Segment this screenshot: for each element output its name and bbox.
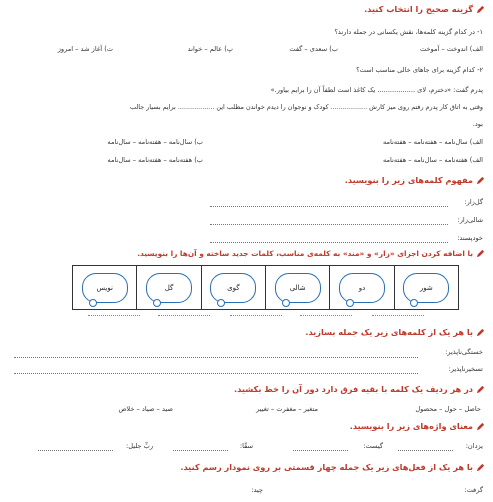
pencil-icon [476,5,485,14]
word-yazdan: یزدان: [465,442,483,450]
cloud-word: نویس [82,273,128,303]
cloud-cell [329,266,393,309]
q2-line-2: وقتی به اتاق کار پدرم رفتم روی میز کارش .................. کودک و نوجوان را دیدم خواندن مطلب این .................. برایم بسیار جالب [130,103,483,111]
q1-option-c[interactable]: پ) عالم – خواند [187,45,233,53]
verb-chid: چید: [251,486,263,494]
answer-line[interactable] [14,373,418,374]
answer-line[interactable] [398,450,453,451]
cloud-cell [394,266,458,309]
pencil-icon [476,249,485,258]
cloud-cell [201,266,265,309]
word-khastegi: خستگی‌ناپذیر: [445,348,483,356]
cloud-word: گل [146,273,192,303]
q2-option-d[interactable]: ب) هفته‌نامه – هفته‌نامه – سال‌نامه [107,156,203,164]
section-header-sentences: با هر یک از کلمه‌های زیر یک جمله بسازید. [305,327,485,337]
cloud-word: شور [403,273,449,303]
section-header-word-meaning: معنای واژه‌های زیر را بنویسید. [350,421,485,431]
question-2: ۲- کدام گزینه برای جاهای خالی مناسب است؟ [356,66,483,74]
answer-blank[interactable] [300,315,352,316]
answer-blank[interactable] [158,315,210,316]
word-gist: گیست: [363,442,383,450]
pencil-icon [476,463,485,472]
pencil-icon [476,176,485,185]
verb-gereft: گرفت: [464,486,483,494]
answer-line[interactable] [210,242,448,243]
answer-line[interactable] [210,206,448,207]
answer-line[interactable] [14,357,418,358]
pencil-icon [476,328,485,337]
answer-blank[interactable] [88,315,140,316]
answer-blank[interactable] [230,315,282,316]
answer-line[interactable] [38,450,113,451]
cloud-cell [136,266,200,309]
section-header-choose: گزینه صحیح را انتخاب کنید. [364,4,485,14]
question-1: ۱- در کدام گزینه کلمه‌ها، نقش یکسانی در جمله دارند؟ [334,28,483,36]
cloud-cell [265,266,329,309]
q1-option-d[interactable]: ت) آغاز شد – امروز [57,45,113,53]
section-header-diagram: با هر یک از فعل‌های زیر یک جمله چهار قسمتی بر روی نمودار رسم کنید. [180,462,485,472]
odd-row-3[interactable]: صید – صیاد – خلاص [118,405,173,413]
word-golzar: گل‌زار: [464,198,483,206]
word-shalizar: شالی‌زار: [457,216,483,224]
word-khodpasand: خودپسند: [457,234,483,242]
answer-line[interactable] [293,450,348,451]
q2-option-c[interactable]: الف) هفته‌نامه – سال‌نامه – هفته‌نامه [382,156,483,164]
pencil-icon [476,422,485,431]
answer-line[interactable] [173,450,228,451]
word-saqqa: سقّا: [239,442,253,450]
cloud-word: گوی [210,273,256,303]
cloud-word: شالی [275,273,321,303]
q2-option-b[interactable]: ب) سال‌نامه – هفته‌نامه – سال‌نامه [107,138,203,146]
section-header-meaning: مفهوم کلمه‌های زیر را بنویسید. [345,175,485,185]
q2-line-3: بود. [472,120,483,128]
section-header-build-words: با اضافه کردن اجزای «زار» و «مند» به کلمه‌ی مناسب، کلمات جدید ساخته و آن‌ها را بنویسید. [137,249,485,258]
word-taskhir: تسخیرناپذیر: [448,365,483,373]
cloud-word: دو [339,273,385,303]
q2-line-1: پدرم گفت: «دخترم، لای .................. یک کاغذ است لطفاً آن را برایم بیاور.» [270,86,483,94]
odd-row-2[interactable]: متغیر – مغفرت – تغییر [256,405,318,413]
answer-blank[interactable] [372,315,424,316]
q1-option-b[interactable]: ب) سعدی – گفت [289,45,338,53]
q1-option-a[interactable]: الف) اندوخت – آموخت [419,45,483,53]
pencil-icon [476,385,485,394]
odd-row-1[interactable]: حاصل – حول – محصول [415,405,481,413]
word-cloud-table [72,265,459,310]
q2-option-a[interactable]: الف) سال‌نامه – هفته‌نامه – هفته‌نامه [382,138,483,146]
word-rabb-jalil: ربِّ جلیل: [126,442,153,450]
cloud-cell [73,266,136,309]
section-header-odd-one: در هر ردیف یک کلمه با بقیه فرق دارد دور آن را خط بکشید. [234,384,485,394]
answer-line[interactable] [210,224,448,225]
